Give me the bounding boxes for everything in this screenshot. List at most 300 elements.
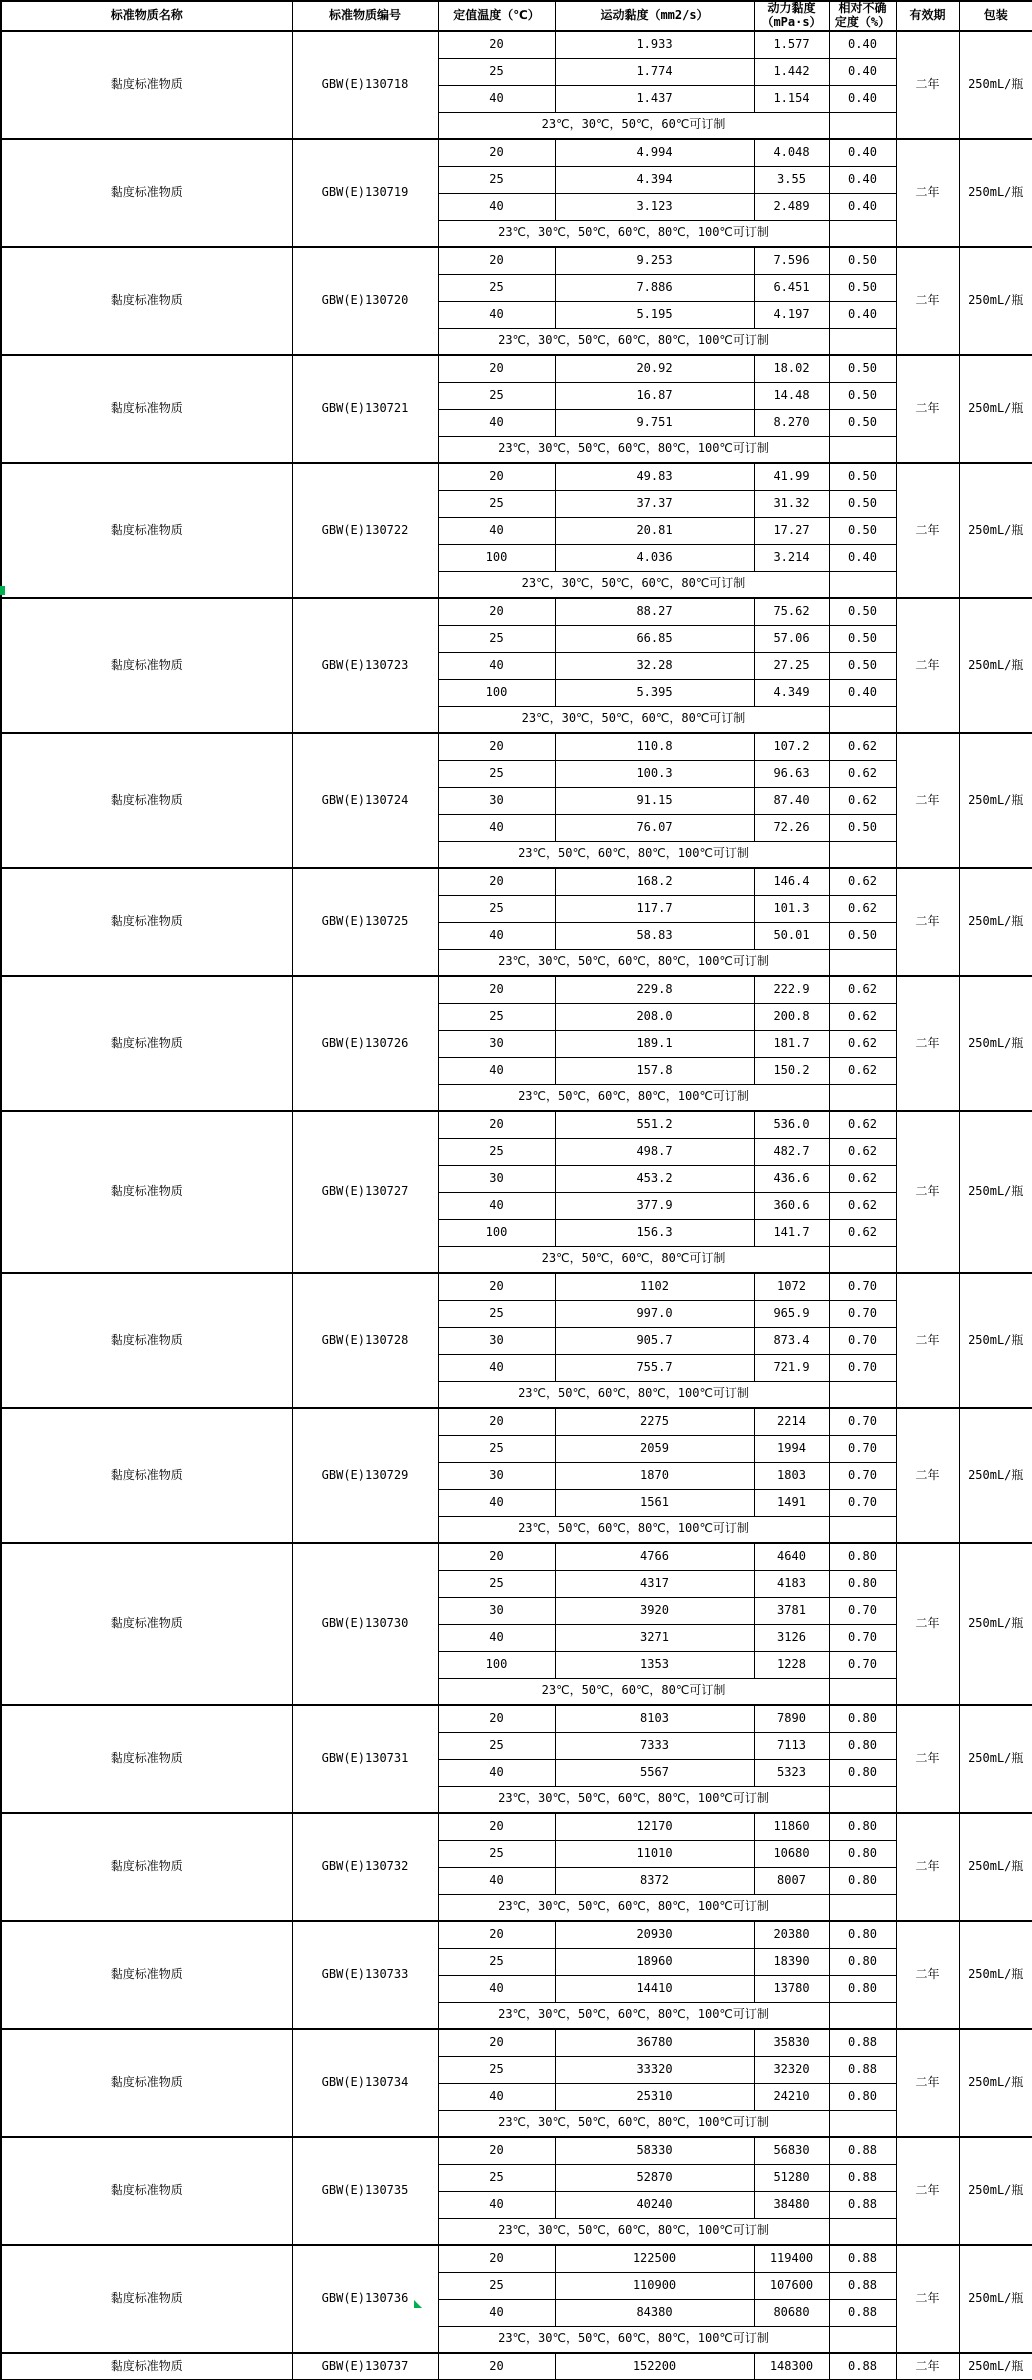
- dynamic-cell: 4.197: [754, 301, 829, 328]
- uncertainty-cell: 0.80: [829, 1759, 896, 1786]
- material-code-cell: GBW(E)130737: [292, 2353, 438, 2380]
- kinematic-cell: 4.994: [555, 139, 754, 166]
- uncertainty-cell: 0.80: [829, 2083, 896, 2110]
- kinematic-cell: 20.92: [555, 355, 754, 382]
- uncertainty-cell: 0.70: [829, 1489, 896, 1516]
- temp-cell: 20: [438, 1543, 555, 1570]
- kinematic-cell: 100.3: [555, 760, 754, 787]
- temp-cell: 25: [438, 2056, 555, 2083]
- uncertainty-cell: 0.50: [829, 652, 896, 679]
- dynamic-cell: 482.7: [754, 1138, 829, 1165]
- header-relative-uncertainty: [829, 1, 896, 31]
- material-name-cell: 黏度标准物质: [1, 976, 292, 1111]
- dynamic-cell: 200.8: [754, 1003, 829, 1030]
- uncertainty-cell: 0.80: [829, 1543, 896, 1570]
- excel-green-artifact-triangle: [414, 2300, 422, 2308]
- table-row: [1, 868, 1032, 895]
- kinematic-cell: 498.7: [555, 1138, 754, 1165]
- table-body: [1, 31, 1032, 2380]
- uncertainty-cell: 0.40: [829, 301, 896, 328]
- material-name-cell: 黏度标准物质: [1, 247, 292, 355]
- temp-cell: 40: [438, 1489, 555, 1516]
- kinematic-cell: 36780: [555, 2029, 754, 2056]
- dynamic-cell: 148300: [754, 2353, 829, 2380]
- temp-cell: 40: [438, 814, 555, 841]
- dynamic-cell: 4.048: [754, 139, 829, 166]
- material-name-cell: 黏度标准物质: [1, 598, 292, 733]
- material-name-cell: 黏度标准物质: [1, 868, 292, 976]
- uncertainty-cell: 0.80: [829, 1921, 896, 1948]
- kinematic-cell: 3920: [555, 1597, 754, 1624]
- validity-cell: 二年: [896, 31, 959, 139]
- material-code-cell: GBW(E)130725: [292, 868, 438, 976]
- uncertainty-cell: 0.80: [829, 1867, 896, 1894]
- uncertainty-cell: 0.88: [829, 2029, 896, 2056]
- header-kinematic-viscosity: 运动黏度（mm2/s）: [555, 1, 754, 31]
- validity-cell: 二年: [896, 1111, 959, 1273]
- temp-cell: 40: [438, 1759, 555, 1786]
- package-cell: 250mL/瓶: [959, 1273, 1032, 1408]
- temp-cell: 20: [438, 976, 555, 1003]
- table-row: [1, 1921, 1032, 1948]
- validity-cell: 二年: [896, 1705, 959, 1813]
- uncertainty-cell: 0.88: [829, 2353, 896, 2380]
- dynamic-cell: 31.32: [754, 490, 829, 517]
- validity-cell: 二年: [896, 1273, 959, 1408]
- dynamic-cell: 360.6: [754, 1192, 829, 1219]
- uncertainty-cell: 0.50: [829, 598, 896, 625]
- custom-order-note-cell: 23℃，30℃，50℃，60℃，80℃，100℃可订制: [438, 220, 829, 247]
- table-row: [1, 1813, 1032, 1840]
- kinematic-cell: 8103: [555, 1705, 754, 1732]
- uncertainty-cell: 0.80: [829, 1948, 896, 1975]
- table-row: [1, 598, 1032, 625]
- uncertainty-cell: 0.80: [829, 1570, 896, 1597]
- uncertainty-cell: 0.40: [829, 85, 896, 112]
- table-row: [1, 31, 1032, 58]
- dynamic-cell: 181.7: [754, 1030, 829, 1057]
- kinematic-cell: 66.85: [555, 625, 754, 652]
- kinematic-cell: 37.37: [555, 490, 754, 517]
- dynamic-cell: 24210: [754, 2083, 829, 2110]
- dynamic-cell: 107600: [754, 2272, 829, 2299]
- package-cell: 250mL/瓶: [959, 247, 1032, 355]
- kinematic-cell: 1353: [555, 1651, 754, 1678]
- dynamic-cell: 3.55: [754, 166, 829, 193]
- temp-cell: 20: [438, 247, 555, 274]
- validity-cell: 二年: [896, 2245, 959, 2353]
- uncertainty-cell-empty: [829, 220, 896, 247]
- kinematic-cell: 58330: [555, 2137, 754, 2164]
- dynamic-cell: 4183: [754, 1570, 829, 1597]
- validity-cell: 二年: [896, 733, 959, 868]
- temp-cell: 20: [438, 1813, 555, 1840]
- uncertainty-cell-empty: [829, 1381, 896, 1408]
- uncertainty-cell: 0.62: [829, 1192, 896, 1219]
- temp-cell: 40: [438, 652, 555, 679]
- temp-cell: 100: [438, 1651, 555, 1678]
- custom-order-note-cell: 23℃，30℃，50℃，60℃，80℃可订制: [438, 706, 829, 733]
- uncertainty-cell: 0.62: [829, 1219, 896, 1246]
- dynamic-cell: 141.7: [754, 1219, 829, 1246]
- uncertainty-cell: 0.80: [829, 1732, 896, 1759]
- uncertainty-cell-empty: [829, 841, 896, 868]
- kinematic-cell: 997.0: [555, 1300, 754, 1327]
- temp-cell: 20: [438, 139, 555, 166]
- material-code-cell: GBW(E)130720: [292, 247, 438, 355]
- material-code-cell: GBW(E)130727: [292, 1111, 438, 1273]
- kinematic-cell: 1.437: [555, 85, 754, 112]
- custom-order-note-cell: 23℃，50℃，60℃，80℃，100℃可订制: [438, 1084, 829, 1111]
- custom-order-note-cell: 23℃，50℃，60℃，80℃可订制: [438, 1678, 829, 1705]
- validity-cell: 二年: [896, 139, 959, 247]
- kinematic-cell: 88.27: [555, 598, 754, 625]
- uncertainty-cell: 0.70: [829, 1597, 896, 1624]
- uncertainty-cell: 0.70: [829, 1273, 896, 1300]
- validity-cell: 二年: [896, 1921, 959, 2029]
- temp-cell: 20: [438, 868, 555, 895]
- material-code-cell: GBW(E)130731: [292, 1705, 438, 1813]
- material-name-cell: 黏度标准物质: [1, 1408, 292, 1543]
- custom-order-note-cell: 23℃，50℃，60℃，80℃，100℃可订制: [438, 1381, 829, 1408]
- kinematic-cell: 25310: [555, 2083, 754, 2110]
- temp-cell: 20: [438, 598, 555, 625]
- uncertainty-cell: 0.62: [829, 1003, 896, 1030]
- uncertainty-cell-empty: [829, 2218, 896, 2245]
- temp-cell: 20: [438, 2353, 555, 2380]
- uncertainty-cell: 0.80: [829, 1840, 896, 1867]
- package-cell: 250mL/瓶: [959, 463, 1032, 598]
- uncertainty-cell: 0.40: [829, 679, 896, 706]
- uncertainty-cell: 0.62: [829, 1111, 896, 1138]
- package-cell: 250mL/瓶: [959, 2137, 1032, 2245]
- kinematic-cell: 91.15: [555, 787, 754, 814]
- material-code-cell: GBW(E)130724: [292, 733, 438, 868]
- temp-cell: 40: [438, 1057, 555, 1084]
- uncertainty-cell: 0.62: [829, 1165, 896, 1192]
- uncertainty-cell: 0.50: [829, 922, 896, 949]
- temp-cell: 20: [438, 1921, 555, 1948]
- material-name-cell: 黏度标准物质: [1, 2029, 292, 2137]
- dynamic-cell: 1.442: [754, 58, 829, 85]
- dynamic-cell: 17.27: [754, 517, 829, 544]
- uncertainty-cell: 0.62: [829, 1030, 896, 1057]
- material-code-cell: GBW(E)130735: [292, 2137, 438, 2245]
- temp-cell: 40: [438, 2299, 555, 2326]
- package-cell: 250mL/瓶: [959, 868, 1032, 976]
- custom-order-note-cell: 23℃，30℃，50℃，60℃，80℃，100℃可订制: [438, 2218, 829, 2245]
- package-cell: 250mL/瓶: [959, 1921, 1032, 2029]
- uncertainty-cell-empty: [829, 1678, 896, 1705]
- dynamic-cell: 8.270: [754, 409, 829, 436]
- temp-cell: 30: [438, 1030, 555, 1057]
- kinematic-cell: 4.394: [555, 166, 754, 193]
- dynamic-cell: 14.48: [754, 382, 829, 409]
- uncertainty-cell: 0.62: [829, 868, 896, 895]
- uncertainty-cell: 0.62: [829, 976, 896, 1003]
- dynamic-cell: 436.6: [754, 1165, 829, 1192]
- kinematic-cell: 33320: [555, 2056, 754, 2083]
- dynamic-cell: 72.26: [754, 814, 829, 841]
- header-material-code: 标准物质编号: [292, 1, 438, 31]
- kinematic-cell: 110.8: [555, 733, 754, 760]
- kinematic-cell: 14410: [555, 1975, 754, 2002]
- kinematic-cell: 156.3: [555, 1219, 754, 1246]
- custom-order-note-cell: 23℃，30℃，50℃，60℃可订制: [438, 112, 829, 139]
- kinematic-cell: 32.28: [555, 652, 754, 679]
- package-cell: 250mL/瓶: [959, 1705, 1032, 1813]
- temp-cell: 40: [438, 1192, 555, 1219]
- material-code-cell: GBW(E)130730: [292, 1543, 438, 1705]
- validity-cell: 二年: [896, 1543, 959, 1705]
- kinematic-cell: 755.7: [555, 1354, 754, 1381]
- package-cell: 250mL/瓶: [959, 733, 1032, 868]
- temp-cell: 25: [438, 166, 555, 193]
- dynamic-cell: 50.01: [754, 922, 829, 949]
- dynamic-cell: 150.2: [754, 1057, 829, 1084]
- temp-cell: 20: [438, 463, 555, 490]
- dynamic-cell: 20380: [754, 1921, 829, 1948]
- validity-cell: 二年: [896, 2029, 959, 2137]
- header-package: 包装: [959, 1, 1032, 31]
- material-name-cell: 黏度标准物质: [1, 1813, 292, 1921]
- table-row: [1, 355, 1032, 382]
- material-name-cell: 黏度标准物质: [1, 2353, 292, 2380]
- kinematic-cell: 7333: [555, 1732, 754, 1759]
- package-cell: 250mL/瓶: [959, 976, 1032, 1111]
- material-name-cell: 黏度标准物质: [1, 2137, 292, 2245]
- kinematic-cell: 18960: [555, 1948, 754, 1975]
- material-code-cell: GBW(E)130719: [292, 139, 438, 247]
- temp-cell: 40: [438, 85, 555, 112]
- material-code-cell: GBW(E)130726: [292, 976, 438, 1111]
- kinematic-cell: 1.933: [555, 31, 754, 58]
- uncertainty-cell: 0.70: [829, 1435, 896, 1462]
- temp-cell: 40: [438, 1624, 555, 1651]
- dynamic-cell: 2.489: [754, 193, 829, 220]
- temp-cell: 25: [438, 2164, 555, 2191]
- kinematic-cell: 2275: [555, 1408, 754, 1435]
- kinematic-cell: 52870: [555, 2164, 754, 2191]
- temp-cell: 40: [438, 1867, 555, 1894]
- kinematic-cell: 5.195: [555, 301, 754, 328]
- material-name-cell: 黏度标准物质: [1, 139, 292, 247]
- temp-cell: 25: [438, 760, 555, 787]
- dynamic-cell: 13780: [754, 1975, 829, 2002]
- temp-cell: 30: [438, 1327, 555, 1354]
- custom-order-note-cell: 23℃，30℃，50℃，60℃，80℃，100℃可订制: [438, 2110, 829, 2137]
- uncertainty-cell: 0.70: [829, 1462, 896, 1489]
- kinematic-cell: 12170: [555, 1813, 754, 1840]
- table-row: [1, 1273, 1032, 1300]
- dynamic-cell: 56830: [754, 2137, 829, 2164]
- table-row: [1, 1111, 1032, 1138]
- uncertainty-cell: 0.80: [829, 1975, 896, 2002]
- kinematic-cell: 4317: [555, 1570, 754, 1597]
- material-code-cell: GBW(E)130733: [292, 1921, 438, 2029]
- uncertainty-cell: 0.50: [829, 247, 896, 274]
- dynamic-cell: 1228: [754, 1651, 829, 1678]
- dynamic-cell: 8007: [754, 1867, 829, 1894]
- temp-cell: 30: [438, 1597, 555, 1624]
- uncertainty-cell: 0.70: [829, 1651, 896, 1678]
- kinematic-cell: 1561: [555, 1489, 754, 1516]
- package-cell: 250mL/瓶: [959, 2245, 1032, 2353]
- validity-cell: 二年: [896, 976, 959, 1111]
- uncertainty-cell: 0.50: [829, 517, 896, 544]
- uncertainty-cell-empty: [829, 436, 896, 463]
- dynamic-cell: 7113: [754, 1732, 829, 1759]
- temp-cell: 30: [438, 1165, 555, 1192]
- uncertainty-cell: 0.62: [829, 733, 896, 760]
- dynamic-cell: 5323: [754, 1759, 829, 1786]
- package-cell: 250mL/瓶: [959, 139, 1032, 247]
- kinematic-cell: 20930: [555, 1921, 754, 1948]
- kinematic-cell: 152200: [555, 2353, 754, 2380]
- dynamic-cell: 10680: [754, 1840, 829, 1867]
- temp-cell: 20: [438, 2029, 555, 2056]
- excel-green-artifact-square: [0, 586, 5, 595]
- validity-cell: 二年: [896, 355, 959, 463]
- header-temperature: 定值温度（℃）: [438, 1, 555, 31]
- custom-order-note-cell: 23℃，30℃，50℃，60℃，80℃，100℃可订制: [438, 949, 829, 976]
- uncertainty-cell: 0.70: [829, 1354, 896, 1381]
- uncertainty-cell: 0.70: [829, 1408, 896, 1435]
- kinematic-cell: 117.7: [555, 895, 754, 922]
- material-code-cell: GBW(E)130721: [292, 355, 438, 463]
- material-name-cell: 黏度标准物质: [1, 1111, 292, 1273]
- custom-order-note-cell: 23℃，30℃，50℃，60℃，80℃，100℃可订制: [438, 436, 829, 463]
- uncertainty-cell-empty: [829, 1084, 896, 1111]
- temp-cell: 25: [438, 1003, 555, 1030]
- package-cell: 250mL/瓶: [959, 31, 1032, 139]
- kinematic-cell: 4.036: [555, 544, 754, 571]
- kinematic-cell: 189.1: [555, 1030, 754, 1057]
- dynamic-cell: 1803: [754, 1462, 829, 1489]
- header-uncertainty-line1: 相对不确: [838, 1, 887, 16]
- temp-cell: 40: [438, 193, 555, 220]
- dynamic-cell: 1.154: [754, 85, 829, 112]
- custom-order-note-cell: 23℃，30℃，50℃，60℃，80℃可订制: [438, 571, 829, 598]
- uncertainty-cell: 0.70: [829, 1300, 896, 1327]
- material-name-cell: 黏度标准物质: [1, 2245, 292, 2353]
- custom-order-note-cell: 23℃，30℃，50℃，60℃，80℃，100℃可订制: [438, 328, 829, 355]
- table-row: [1, 1705, 1032, 1732]
- header-dynamic-line2: （mPa·s）: [761, 15, 822, 29]
- dynamic-cell: 4640: [754, 1543, 829, 1570]
- uncertainty-cell: 0.40: [829, 166, 896, 193]
- kinematic-cell: 3.123: [555, 193, 754, 220]
- temp-cell: 25: [438, 1570, 555, 1597]
- dynamic-cell: 965.9: [754, 1300, 829, 1327]
- dynamic-cell: 146.4: [754, 868, 829, 895]
- material-name-cell: 黏度标准物质: [1, 31, 292, 139]
- custom-order-note-cell: 23℃，50℃，60℃，80℃，100℃可订制: [438, 1516, 829, 1543]
- dynamic-cell: 873.4: [754, 1327, 829, 1354]
- temp-cell: 25: [438, 1840, 555, 1867]
- uncertainty-cell: 0.40: [829, 544, 896, 571]
- material-name-cell: 黏度标准物质: [1, 733, 292, 868]
- dynamic-cell: 3781: [754, 1597, 829, 1624]
- temp-cell: 25: [438, 2272, 555, 2299]
- kinematic-cell: 453.2: [555, 1165, 754, 1192]
- temp-cell: 20: [438, 31, 555, 58]
- uncertainty-cell: 0.50: [829, 490, 896, 517]
- temp-cell: 25: [438, 1435, 555, 1462]
- kinematic-cell: 1.774: [555, 58, 754, 85]
- dynamic-cell: 18.02: [754, 355, 829, 382]
- dynamic-cell: 107.2: [754, 733, 829, 760]
- dynamic-cell: 75.62: [754, 598, 829, 625]
- table-row: [1, 139, 1032, 166]
- dynamic-cell: 3.214: [754, 544, 829, 571]
- material-code-cell: GBW(E)130718: [292, 31, 438, 139]
- validity-cell: 二年: [896, 1408, 959, 1543]
- uncertainty-cell-empty: [829, 112, 896, 139]
- temp-cell: 25: [438, 382, 555, 409]
- dynamic-cell: 57.06: [754, 625, 829, 652]
- dynamic-cell: 3126: [754, 1624, 829, 1651]
- material-name-cell: 黏度标准物质: [1, 1273, 292, 1408]
- uncertainty-cell: 0.40: [829, 193, 896, 220]
- uncertainty-cell: 0.50: [829, 814, 896, 841]
- table-row: [1, 2353, 1032, 2380]
- temp-cell: 40: [438, 409, 555, 436]
- temp-cell: 100: [438, 1219, 555, 1246]
- table-row: [1, 2137, 1032, 2164]
- uncertainty-cell-empty: [829, 1786, 896, 1813]
- material-code-cell: GBW(E)130723: [292, 598, 438, 733]
- kinematic-cell: 905.7: [555, 1327, 754, 1354]
- uncertainty-cell: 0.88: [829, 2272, 896, 2299]
- temp-cell: 25: [438, 895, 555, 922]
- kinematic-cell: 4766: [555, 1543, 754, 1570]
- temp-cell: 25: [438, 274, 555, 301]
- table-row: [1, 1543, 1032, 1570]
- uncertainty-cell: 0.40: [829, 58, 896, 85]
- kinematic-cell: 58.83: [555, 922, 754, 949]
- material-code-cell: GBW(E)130734: [292, 2029, 438, 2137]
- kinematic-cell: 157.8: [555, 1057, 754, 1084]
- uncertainty-cell: 0.40: [829, 31, 896, 58]
- uncertainty-cell: 0.50: [829, 355, 896, 382]
- package-cell: 250mL/瓶: [959, 1408, 1032, 1543]
- table-row: [1, 733, 1032, 760]
- temp-cell: 40: [438, 1975, 555, 2002]
- uncertainty-cell-empty: [829, 1894, 896, 1921]
- uncertainty-cell: 0.62: [829, 1057, 896, 1084]
- dynamic-cell: 41.99: [754, 463, 829, 490]
- uncertainty-cell: 0.70: [829, 1327, 896, 1354]
- material-name-cell: 黏度标准物质: [1, 355, 292, 463]
- kinematic-cell: 20.81: [555, 517, 754, 544]
- uncertainty-cell-empty: [829, 571, 896, 598]
- material-name-cell: 黏度标准物质: [1, 1921, 292, 2029]
- kinematic-cell: 16.87: [555, 382, 754, 409]
- kinematic-cell: 8372: [555, 1867, 754, 1894]
- uncertainty-cell: 0.40: [829, 139, 896, 166]
- dynamic-cell: 51280: [754, 2164, 829, 2191]
- temp-cell: 25: [438, 1732, 555, 1759]
- temp-cell: 25: [438, 58, 555, 85]
- temp-cell: 100: [438, 544, 555, 571]
- temp-cell: 25: [438, 1948, 555, 1975]
- dynamic-cell: 721.9: [754, 1354, 829, 1381]
- temp-cell: 20: [438, 1111, 555, 1138]
- kinematic-cell: 110900: [555, 2272, 754, 2299]
- material-name-cell: 黏度标准物质: [1, 463, 292, 598]
- package-cell: 250mL/瓶: [959, 2353, 1032, 2380]
